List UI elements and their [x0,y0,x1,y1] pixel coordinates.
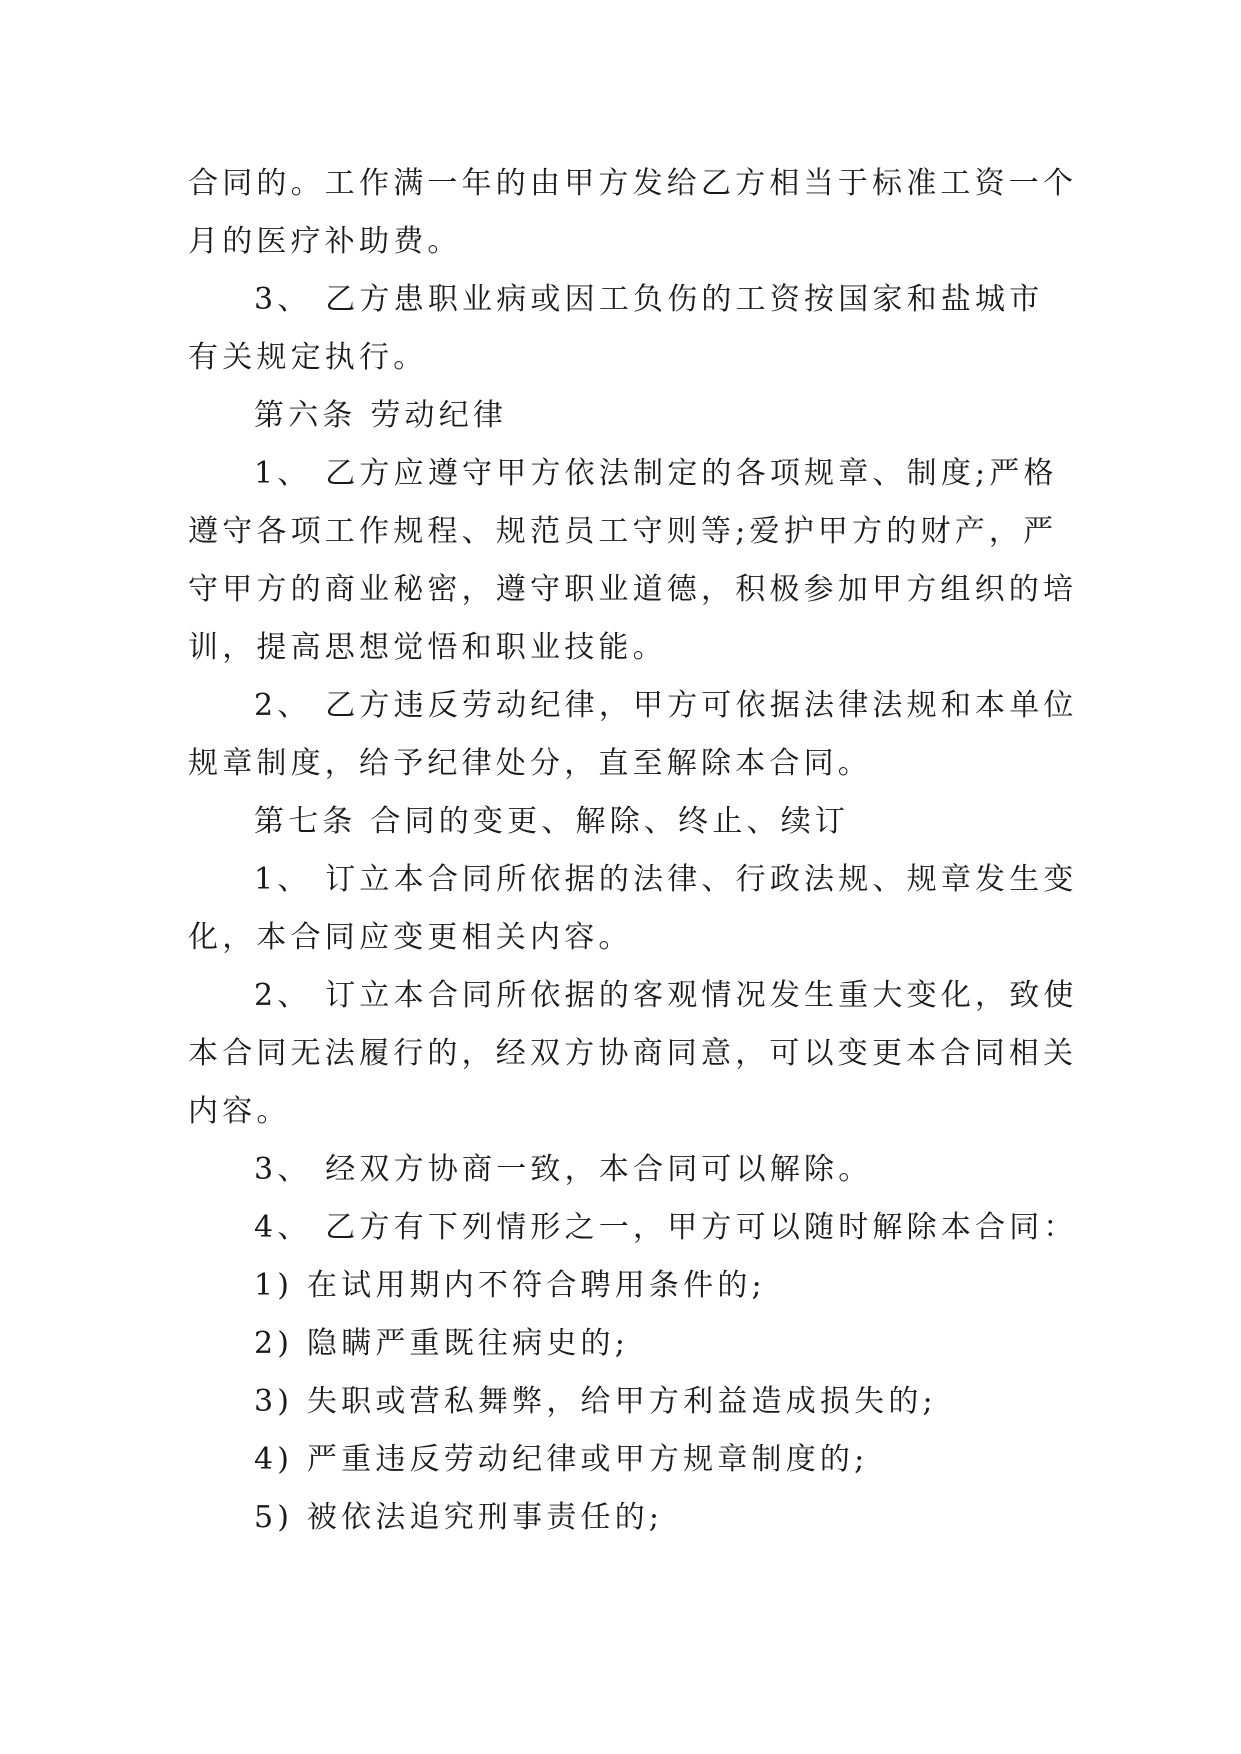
text-line: 月的医疗补助费。 [188,224,462,259]
document-body [188,155,1078,1547]
sub-item: 2) 隐瞒严重既往病史的; [254,1326,630,1361]
clause-item: 3、 经双方协商一致，本合同可以解除。 [254,1152,873,1187]
text-line: 本合同无法履行的，经双方协商同意，可以变更本合同相关 [188,1036,1078,1071]
text-line: 内容。 [188,1094,291,1129]
article-heading: 第六条 劳动纪律 [254,398,508,433]
sub-item: 5) 被依法追究刑事责任的; [254,1500,664,1535]
clause-item: 2、 订立本合同所依据的客观情况发生重大变化，致使 [254,978,1078,1013]
sub-item: 1) 在试用期内不符合聘用条件的; [254,1268,766,1303]
text-line: 有关规定执行。 [188,340,428,375]
text-line: 训，提高思想觉悟和职业技能。 [188,630,667,665]
text-line: 化，本合同应变更相关内容。 [188,920,633,955]
clause-item: 4、 乙方有下列情形之一，甲方可以随时解除本合同： [254,1210,1078,1245]
text-line: 规章制度，给予纪律处分，直至解除本合同。 [188,746,872,781]
text-line: 遵守各项工作规程、规范员工守则等;爱护甲方的财产，严 [188,514,1058,549]
text-line: 合同的。工作满一年的由甲方发给乙方相当于标准工资一个 [188,166,1078,201]
clause-item: 1、 乙方应遵守甲方依法制定的各项规章、制度;严格 [254,456,1058,491]
text-line: 守甲方的商业秘密，遵守职业道德，积极参加甲方组织的培 [188,572,1078,607]
clause-item: 1、 订立本合同所依据的法律、行政法规、规章发生变 [254,862,1078,897]
clause-item: 3、 乙方患职业病或因工负伤的工资按国家和盐城市 [254,282,1044,317]
clause-item: 2、 乙方违反劳动纪律，甲方可依据法律法规和本单位 [254,688,1078,723]
sub-item: 3) 失职或营私舞弊，给甲方利益造成损失的; [254,1384,937,1419]
article-heading: 第七条 合同的变更、解除、终止、续订 [254,804,850,839]
sub-item: 4) 严重违反劳动纪律或甲方规章制度的; [254,1442,869,1477]
